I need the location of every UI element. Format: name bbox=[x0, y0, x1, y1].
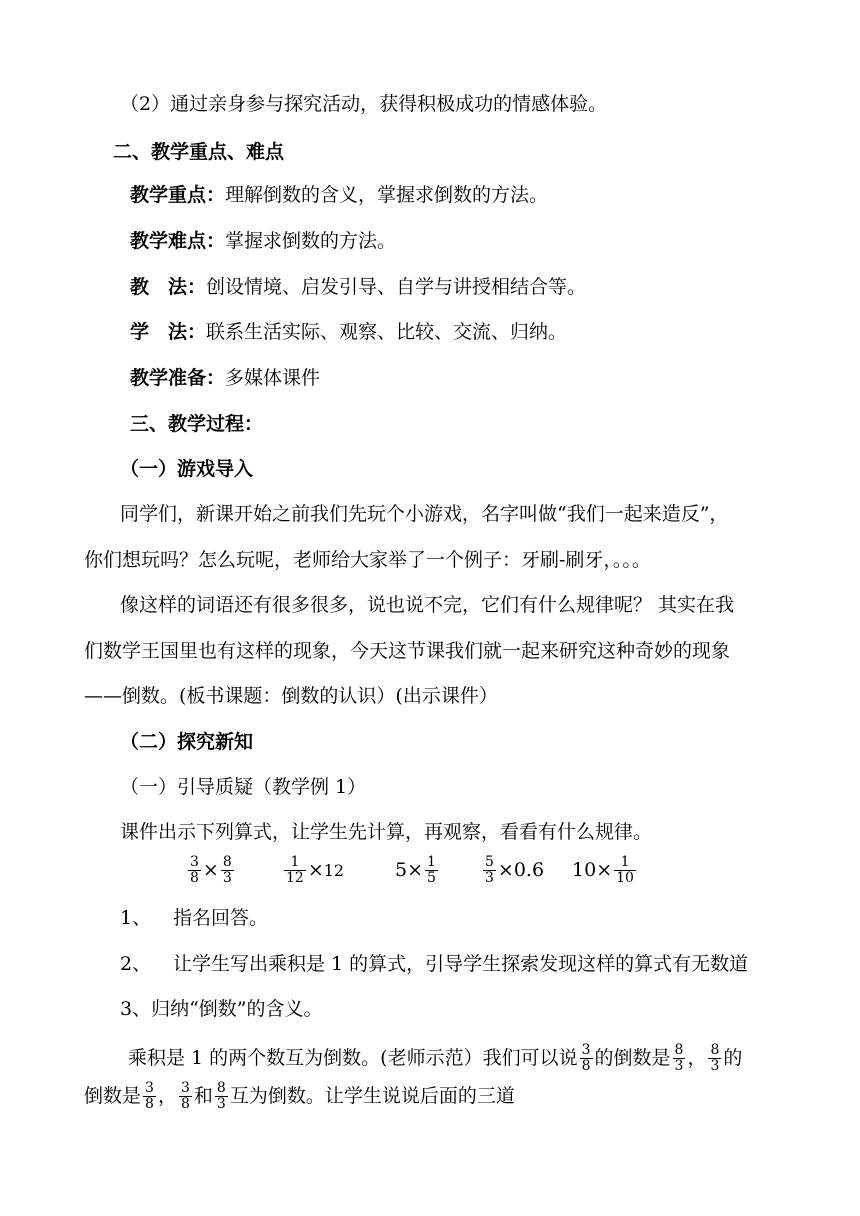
fraction bbox=[221, 855, 234, 886]
fraction bbox=[673, 1043, 686, 1074]
denominator: 3 bbox=[674, 1057, 684, 1074]
teaching-method bbox=[130, 275, 860, 299]
equation-4 bbox=[481, 848, 544, 892]
denominator: 8 bbox=[145, 1095, 154, 1112]
subsection-explore: （二）探究新知 bbox=[120, 731, 254, 753]
list-number: 2、 bbox=[120, 953, 152, 975]
denominator: 3 bbox=[485, 869, 494, 886]
list-item-1 bbox=[120, 906, 860, 930]
fraction bbox=[580, 1043, 593, 1074]
denominator: 8 bbox=[190, 869, 199, 886]
teaching-focus-text: 理解倒数的含义，掌握求倒数的方法。 bbox=[225, 184, 549, 206]
text-run: 和 bbox=[193, 1085, 213, 1107]
times-sign: × bbox=[596, 859, 613, 881]
fraction bbox=[188, 855, 201, 886]
objective-2: （2）通过亲身参与探究活动，获得积极成功的情感体验。 bbox=[120, 93, 608, 115]
section-heading-2: 二、教学重点、难点 bbox=[113, 141, 285, 163]
list-text: 指名回答。 bbox=[173, 907, 269, 929]
equation-1 bbox=[186, 848, 236, 892]
numerator: 3 bbox=[190, 853, 199, 870]
paragraph-2-line-2: 们数学王国里也有这样的现象，今天这节课我们就一起来研究这种奇妙的现象 bbox=[84, 640, 731, 662]
equation-5 bbox=[572, 848, 638, 892]
teaching-difficulty bbox=[130, 229, 860, 253]
text-run: 的 bbox=[723, 1047, 743, 1069]
teaching-prep-text: 多媒体课件 bbox=[225, 367, 321, 389]
numerator: 3 bbox=[180, 1079, 190, 1096]
teaching-difficulty-text: 掌握求倒数的方法。 bbox=[225, 230, 397, 252]
text-run: 乘积是 1 的两个数互为倒数。(老师示范）我们可以说 bbox=[128, 1047, 578, 1069]
teaching-method-text: 创设情境、启发引导、自学与讲授相结合等。 bbox=[206, 276, 587, 298]
list-item-3: 3、归纳“倒数”的含义。 bbox=[120, 998, 323, 1020]
fraction bbox=[215, 1081, 228, 1112]
denominator: 3 bbox=[710, 1057, 720, 1074]
times-sign: × bbox=[307, 859, 324, 881]
paragraph-4-line-2 bbox=[84, 1074, 860, 1118]
teaching-difficulty-label: 教学难点： bbox=[130, 230, 226, 252]
denominator: 10 bbox=[616, 869, 634, 886]
equation-2 bbox=[282, 848, 344, 892]
fraction bbox=[425, 855, 438, 886]
subsection-guide: （一）引导质疑（教学例 1） bbox=[120, 776, 367, 798]
operand: 12 bbox=[323, 860, 345, 880]
numerator: 8 bbox=[674, 1041, 684, 1058]
numerator: 8 bbox=[216, 1079, 226, 1096]
teaching-focus bbox=[130, 183, 860, 207]
equation-3 bbox=[395, 848, 440, 892]
learning-method-label: 学 法： bbox=[130, 321, 207, 343]
paragraph-2-line-3: ——倒数。(板书课题：倒数的认识）(出示课件） bbox=[84, 685, 498, 707]
teaching-method-label: 教 法： bbox=[130, 276, 207, 298]
denominator: 8 bbox=[180, 1095, 190, 1112]
text-run: 的倒数是 bbox=[594, 1047, 671, 1069]
numerator: 1 bbox=[284, 855, 306, 871]
operand: 0.6 bbox=[513, 859, 545, 881]
fraction bbox=[179, 1081, 192, 1112]
operand: 5 bbox=[395, 859, 408, 881]
teaching-focus-label: 教学重点： bbox=[130, 184, 226, 206]
text-run: 互为倒数。让学生说说后面的三道 bbox=[229, 1085, 515, 1107]
operand: 10 bbox=[572, 859, 597, 881]
text-run: ， bbox=[687, 1047, 707, 1069]
denominator: 5 bbox=[427, 869, 436, 886]
numerator: 5 bbox=[485, 853, 494, 870]
fraction bbox=[284, 855, 306, 886]
numerator: 3 bbox=[581, 1041, 591, 1058]
learning-method-text: 联系生活实际、观察、比较、交流、归纳。 bbox=[206, 321, 568, 343]
list-text: 让学生写出乘积是 1 的算式，引导学生探索发现这样的算式有无数道 bbox=[173, 953, 749, 975]
paragraph-1-line-1: 同学们，新课开始之前我们先玩个小游戏，名字叫做“我们一起来造反”， bbox=[120, 503, 729, 525]
list-number: 1、 bbox=[120, 907, 152, 929]
list-item-2 bbox=[120, 952, 860, 976]
text-run: 倒数是 bbox=[84, 1085, 142, 1107]
numerator: 1 bbox=[427, 853, 436, 870]
teaching-prep bbox=[130, 366, 860, 390]
paragraph-1-line-2: 你们想玩吗？怎么玩呢，老师给大家举了一个例子：牙刷-刷牙，。。。 bbox=[84, 549, 651, 571]
fraction bbox=[708, 1043, 721, 1074]
denominator: 3 bbox=[216, 1095, 226, 1112]
numerator: 3 bbox=[145, 1079, 154, 1096]
fraction bbox=[614, 855, 636, 886]
section-heading-3: 三、教学过程： bbox=[130, 413, 264, 435]
numerator: 8 bbox=[222, 853, 232, 870]
denominator: 3 bbox=[222, 869, 232, 886]
teaching-prep-label: 教学准备： bbox=[130, 367, 226, 389]
fraction bbox=[143, 1081, 156, 1112]
numerator: 1 bbox=[614, 855, 636, 871]
learning-method bbox=[130, 320, 860, 344]
paragraph-2-line-1: 像这样的词语还有很多很多，说也说不完，它们有什么规律呢？ 其实在我 bbox=[120, 594, 735, 616]
denominator: 12 bbox=[286, 869, 304, 886]
times-sign: × bbox=[407, 859, 424, 881]
denominator: 8 bbox=[581, 1057, 591, 1074]
fraction bbox=[483, 855, 496, 886]
numerator: 8 bbox=[710, 1041, 720, 1058]
times-sign: × bbox=[497, 859, 514, 881]
paragraph-3: 课件出示下列算式，让学生先计算，再观察，看看有什么规律。 bbox=[120, 821, 653, 843]
subsection-game-intro: （一）游戏导入 bbox=[120, 458, 254, 480]
text-run: ， bbox=[157, 1085, 177, 1107]
times-sign: × bbox=[202, 859, 219, 881]
